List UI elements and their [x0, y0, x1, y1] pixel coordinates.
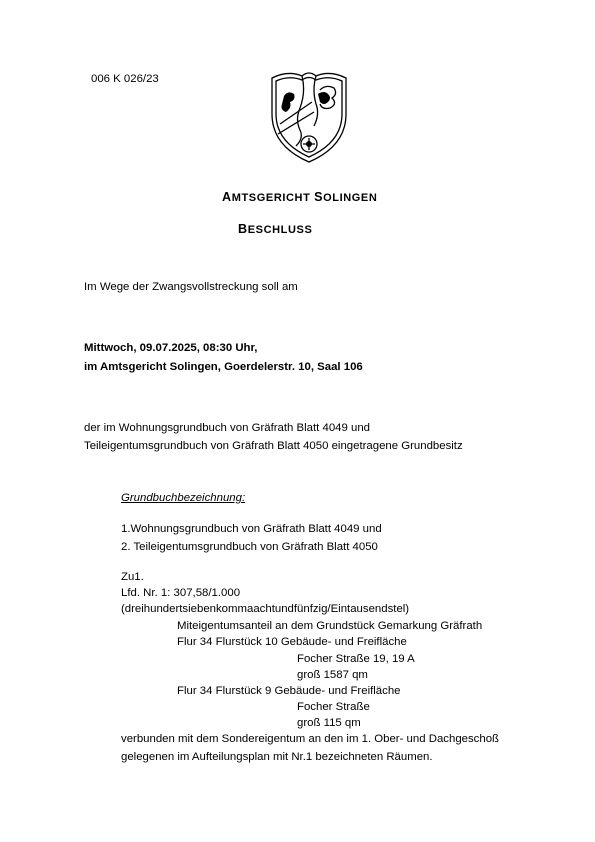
plot-2-size: groß 115 qm: [297, 717, 361, 729]
zu-label: Zu1.: [121, 571, 144, 583]
share-description: Miteigentumsanteil an dem Grundstück Gemarkung Gräfrath: [177, 620, 483, 632]
document-heading: BESCHLUSS: [238, 222, 313, 236]
lfd-number: Lfd. Nr. 1: 307,58/1.000: [121, 587, 241, 599]
intro-text: Im Wege der Zwangsvollstreckung soll am: [84, 281, 298, 293]
closing-line-2: gelegenen im Aufteilungsplan mit Nr.1 bezeichneten Räumen.: [121, 751, 433, 763]
auction-date: Mittwoch, 09.07.2025, 08:30 Uhr,: [84, 342, 258, 354]
property-line-2: Teileigentumsgrundbuch von Gräfrath Blatt 4050 eingetragene Grundbesitz: [84, 440, 463, 452]
share-in-words: (dreihundertsiebenkommaachtundfünfzig/Eintausendstel): [121, 603, 410, 615]
closing-line-1: verbunden mit dem Sondereigentum an den im 1. Ober- und Dachgeschoß: [121, 733, 500, 745]
register-2: 2. Teileigentumsgrundbuch von Gräfrath Blatt 4050: [121, 541, 378, 553]
plot-1: Flur 34 Flurstück 10 Gebäude- und Freifläche: [177, 636, 407, 648]
plot-2-address: Focher Straße: [297, 701, 370, 713]
register-1: 1.Wohnungsgrundbuch von Gräfrath Blatt 4049 und: [121, 523, 382, 535]
plot-2: Flur 34 Flurstück 9 Gebäude- und Freifläche: [177, 685, 401, 697]
plot-1-address: Focher Straße 19, 19 A: [297, 653, 415, 665]
section-title: Grundbuchbezeichnung:: [121, 492, 246, 504]
auction-location: im Amtsgericht Solingen, Goerdelerstr. 10, Saal 106: [84, 361, 363, 373]
plot-1-size: groß 1587 qm: [297, 669, 368, 681]
nrw-coat-of-arms-icon: [266, 68, 352, 164]
court-name: AMTSGERICHT SOLINGEN: [222, 190, 378, 204]
file-number: 006 K 026/23: [91, 73, 159, 85]
property-line-1: der im Wohnungsgrundbuch von Gräfrath Blatt 4049 und: [84, 422, 371, 434]
